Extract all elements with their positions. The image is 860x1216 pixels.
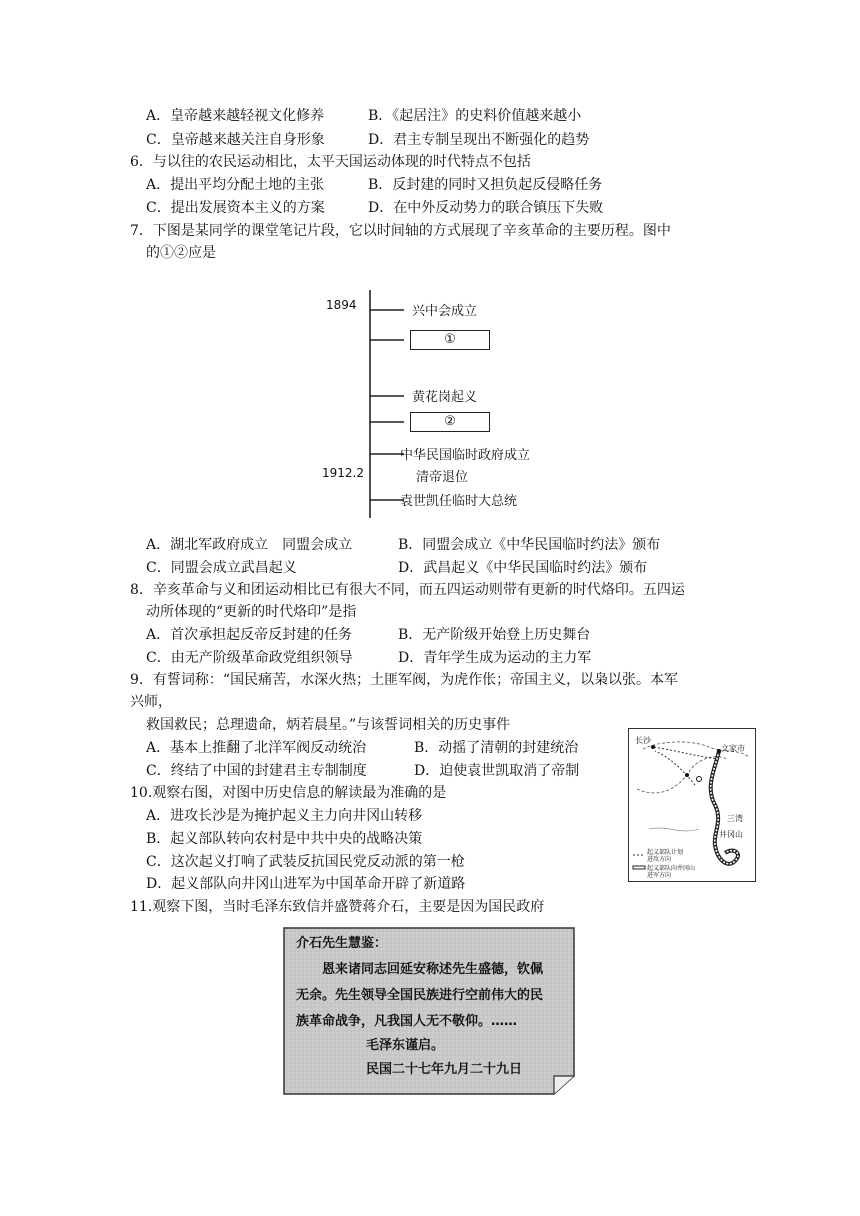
map-legend-march-sub: 进军方向 — [647, 872, 672, 879]
map-label-changsha: 长沙 — [635, 736, 651, 745]
map-label-jinggangshan: 井冈山 — [719, 830, 743, 839]
q9-stem-line1: 9．有誓词称：“国民痛苦，水深火热；土匪军阀，为虎作伥；帝国主义，以枭以张。本军 — [130, 672, 679, 688]
q10-option-c: C．这次起义打响了武装反抗国民党反动派的第一枪 — [146, 854, 465, 870]
q8-stem-line2: 动所体现的“更新的时代烙印”是指 — [146, 604, 357, 620]
q9-stem-line2: 兴师， — [130, 694, 172, 710]
timeline-item: 兴中会成立 — [412, 304, 478, 319]
q10-option-a: A．进攻长沙是为掩护起义主力向井冈山转移 — [146, 808, 423, 824]
q8-option-d: D．青年学生成为运动的主力军 — [398, 650, 592, 666]
q8-stem-line1: 8．辛亥革命与义和团运动相比已有很大不同，而五四运动则带有更新的时代烙印。五四运 — [130, 582, 685, 598]
q6-option-b: B．反封建的同时又担负起反侵略任务 — [368, 177, 603, 193]
q9-option-b: B．动摇了清朝的封建统治 — [414, 740, 579, 756]
q8-option-c: C．由无产阶级革命政党组织领导 — [146, 650, 353, 666]
q5-option-b: B．《起居注》的史料价值越来越小 — [368, 108, 582, 124]
q8-option-b: B．无产阶级开始登上历史舞台 — [398, 627, 591, 643]
q9-stem-line3: 救国救民；总理遗命，炳若晨星。”与该誓词相关的历史事件 — [146, 717, 511, 733]
q7-stem-line2: 的①②应是 — [146, 245, 216, 261]
mao-letter-image — [282, 926, 578, 1098]
letter-signature: 毛泽东谨启。 — [366, 1038, 445, 1053]
letter-salutation: 介石先生慧鉴： — [296, 936, 388, 951]
q10-option-b: B．起义部队转向农村是中共中央的战略决策 — [146, 831, 423, 847]
q10-option-d: D．起义部队向井冈山进军为中国革命开辟了新道路 — [146, 876, 466, 892]
timeline-item: 袁世凯任临时大总统 — [400, 494, 518, 509]
letter-line-3: 族革命战争，凡我国人无不敬仰。…… — [296, 1014, 518, 1029]
q5-option-c: C．皇帝越来越关注自身形象 — [146, 132, 325, 148]
map-legend-march: 起义部队向井冈山 — [647, 865, 696, 872]
q7-option-c: C．同盟会成立武昌起义 — [146, 560, 297, 576]
timeline-item: 中华民国临时政府成立 — [400, 448, 531, 463]
timeline-year-end: 1912.2 — [322, 466, 364, 480]
q7-stem-line1: 7．下图是某同学的课堂笔记片段，它以时间轴的方式展现了辛亥革命的主要历程。图中 — [130, 223, 671, 239]
q7-option-d: D．武昌起义《中华民国临时约法》颁布 — [398, 560, 648, 576]
q8-option-a: A．首次承担起反帝反封建的任务 — [146, 627, 353, 643]
q6-option-d: D．在中外反动势力的联合镇压下失败 — [368, 200, 604, 216]
q6-stem: 6．与以往的农民运动相比，太平天国运动体现的时代特点不包括 — [130, 154, 531, 170]
q5-option-a: A．皇帝越来越轻视文化修养 — [146, 108, 325, 124]
q6-option-a: A．提出平均分配土地的主张 — [146, 177, 325, 193]
q7-option-a: A．湖北军政府成立 同盟会成立 — [146, 537, 353, 553]
q9-option-d: D．迫使袁世凯取消了帝制 — [414, 763, 580, 779]
q9-option-c: C．终结了中国的封建君主专制制度 — [146, 763, 367, 779]
map-label-wenjiashi: 文家市 — [721, 744, 745, 753]
q9-option-a: A．基本上推翻了北洋军阀反动统治 — [146, 740, 367, 756]
timeline-item: 清帝退位 — [416, 470, 469, 485]
letter-date: 民国二十七年九月二十九日 — [366, 1062, 523, 1077]
map-legend-planned-sub: 进攻方向 — [647, 856, 672, 863]
map-legend-planned: 起义部队计划 — [647, 849, 684, 856]
autumn-harvest-uprising-map — [628, 728, 756, 882]
q5-option-d: D．君主专制呈现出不断强化的趋势 — [368, 132, 590, 148]
letter-line-1: 恩来诸同志回延安称述先生盛德，钦佩 — [322, 962, 544, 977]
map-label-sanwan: 三湾 — [727, 814, 743, 823]
timeline-item: 黄花岗起义 — [412, 390, 478, 405]
timeline-year-start: 1894 — [326, 298, 357, 312]
timeline-figure — [320, 282, 560, 522]
q10-stem: 10.观察右图，对图中历史信息的解读最为准确的是 — [130, 785, 447, 801]
timeline-blank-box: ② — [410, 412, 490, 432]
timeline-blank-box: ① — [410, 330, 490, 350]
q6-option-c: C．提出发展资本主义的方案 — [146, 200, 325, 216]
letter-line-2: 无余。先生领导全国民族进行空前伟大的民 — [296, 988, 544, 1003]
q11-stem: 11.观察下图，当时毛泽东致信并盛赞蒋介石，主要是因为国民政府 — [130, 899, 545, 915]
q7-option-b: B．同盟会成立《中华民国临时约法》颁布 — [398, 537, 661, 553]
